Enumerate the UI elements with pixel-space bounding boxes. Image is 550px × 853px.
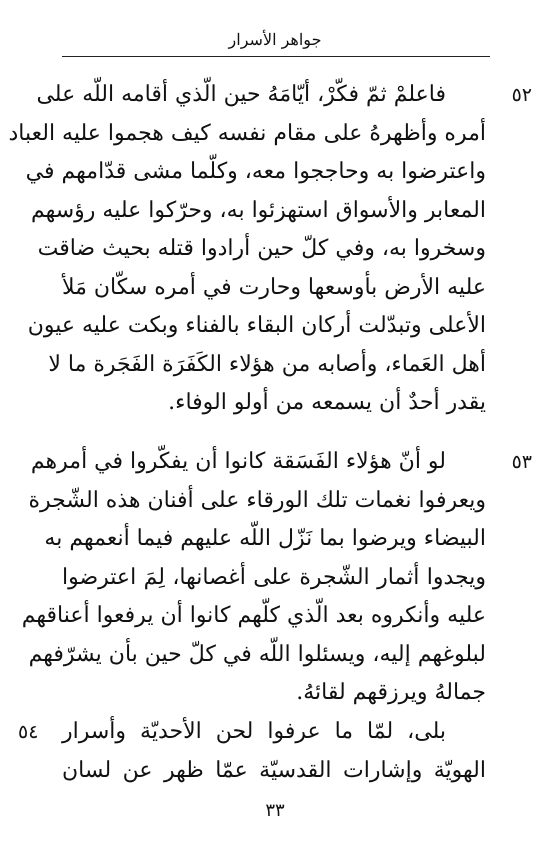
text-line: الهويّة وإشارات القدسيّة عمّا ظهر عن لسان <box>62 757 486 783</box>
paragraph-number: ٥٤ <box>18 721 39 743</box>
text-line: لو أنّ هؤلاء الفَسَقة كانوا أن يفكّروا في أمرهم <box>30 449 446 474</box>
text-line: أهل العَماء، وأصابه من هؤلاء الكَفَرَة الفَجَرة ما لا <box>48 351 486 377</box>
paragraph-54 <box>62 713 486 790</box>
text-line: ويجدوا أثمار الشّجرة على أغصانها، لِمَ اعترضوا <box>62 564 486 590</box>
text-line: الأعلى وتبدّلت أركان البقاء بالفناء وبكت عليه عيون <box>27 313 486 338</box>
running-header-title: جواهر الأسرار <box>228 30 322 49</box>
paragraph-52 <box>8 76 486 423</box>
text-line: أمره وأظهرهُ على مقام نفسه كيف هجموا عليه العباد <box>8 120 486 146</box>
text-line: وسخروا به، وفي كلّ حين أرادوا قتله بحيث ضاقت <box>37 236 486 261</box>
page-number: ٣٣ <box>265 800 285 821</box>
text-line: عليه وأنكروه بعد الّذي كلّهم كانوا أن يرفعوا أعناقهم <box>21 603 486 628</box>
paragraph-53 <box>21 443 486 713</box>
text-line: البيضاء ويرضوا بما نَزّل اللّه عليهم فيما أنعمهم به <box>44 526 486 551</box>
text-line: فاعلمْ ثمّ فكّرْ، أيّامَهُ حين الّذي أقامه اللّه على <box>36 82 446 107</box>
text-line: جمالهُ ويرزقهم لقائهُ. <box>296 680 486 705</box>
text-line: واعترضوا به وحاججوا معه، وكلّما مشى قدّامهم في <box>25 159 486 184</box>
text-line: ويعرفوا نغمات تلك الورقاء على أفنان هذه الشّجرة <box>28 487 486 513</box>
text-line: لبلوغهم إليه، ويسئلوا اللّه في كلّ حين بأن يشرّفهم <box>28 641 486 667</box>
paragraph-number: ٥٢ <box>511 84 532 106</box>
text-line: عليه الأرض بأوسعها وحارت في أمره سكّان مَلأ <box>61 274 486 300</box>
header-rule <box>62 56 490 57</box>
text-line: بلى، لمّا ما عرفوا لحن الأحديّة وأسرار <box>62 719 446 744</box>
text-line: يقدر أحدٌ أن يسمعه من أولو الوفاء. <box>168 390 486 415</box>
paragraph-number: ٥٣ <box>511 451 532 473</box>
text-line: المعابر والأسواق استهزئوا به، وحرّكوا عليه رؤسهم <box>30 197 486 223</box>
